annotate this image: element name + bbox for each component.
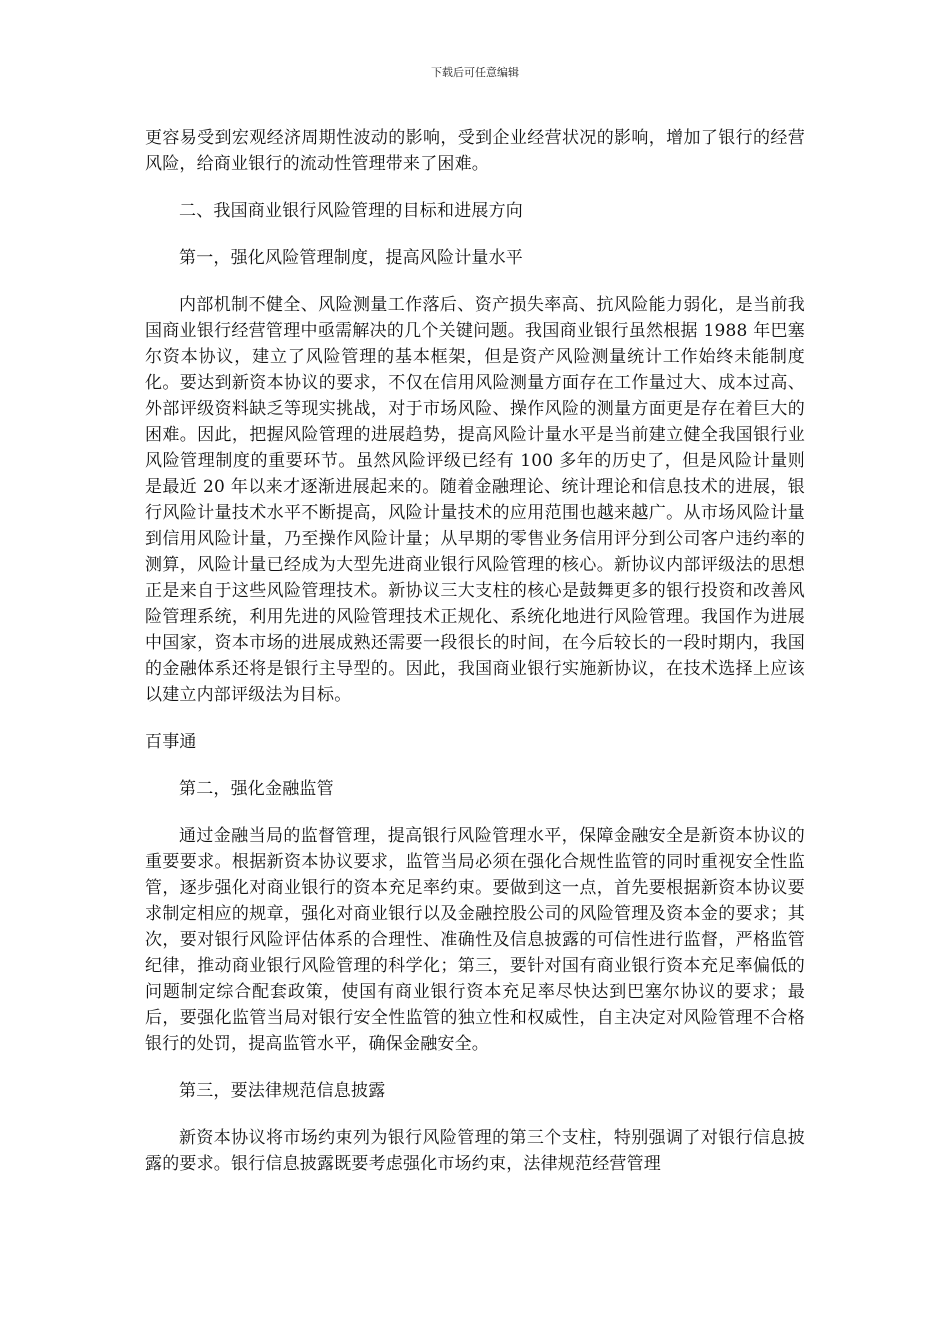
subheading-second: 第二，强化金融监管: [179, 779, 334, 799]
paragraph-baishitong: 百事通: [145, 732, 197, 752]
paragraph-information-disclosure: 新资本协议将市场约束列为银行风险管理的第三个支柱，特别强调了对银行信息披露的要求。银行信息披露既要考虑强化市场约束，法律规范经营管理: [145, 1128, 805, 1174]
paragraph-1: 更容易受到宏观经济周期性波动的影响，受到企业经营状况的影响，增加了银行的经营风险，给商业银行的流动性管理带来了困难。: [145, 128, 805, 174]
paragraph-risk-measurement: 内部机制不健全、风险测量工作落后、资产损失率高、抗风险能力弱化，是当前我国商业银行经营管理中亟需解决的几个关键问题。我国商业银行虽然根据 1988 年巴塞尔资本协议，建立了风险管理的基本框架，但是资产风险测量统计工作始终未能制度化。要达到新资本协议的要求，不仅在信用风险测量方面存在工作量过大、成本过高、外部评级资料缺乏等现实挑战，对于市场风险、操作风险的测量方面更是存在着巨大的困难。因此，把握风险管理的进展趋势，提高风险计量水平是当前建立健全我国银行业风险管理制度的重要环节。虽然风险评级已经有 100 多年的历史了，但是风险计量则是最近 20 年以来才逐渐进展起来的。随着金融理论、统计理论和信息技术的进展，银行风险计量技术水平不断提高，风险计量技术的应用范围也越来越广。从市场风险计量到信用风险计量，乃至操作风险计量；从早期的零售业务信用评分到公司客户违约率的测算，风险计量已经成为大型先进商业银行风险管理的核心。新协议内部评级法的思想正是来自于这些风险管理技术。新协议三大支柱的核心是鼓舞更多的银行投资和改善风险管理系统，利用先进的风险管理技术正规化、系统化地进行风险管理。我国作为进展中国家，资本市场的进展成熟还需要一段很长的时间，在今后较长的一段时期内，我国的金融体系还将是银行主导型的。因此，我国商业银行实施新协议，在技术选择上应该以建立内部评级法为目标。: [145, 295, 805, 705]
subheading-third: 第三，要法律规范信息披露: [179, 1081, 386, 1101]
paragraph-financial-supervision: 通过金融当局的监督管理，提高银行风险管理水平，保障金融安全是新资本协议的重要要求。根据新资本协议要求，监管当局必须在强化合规性监管的同时重视安全性监管，逐步强化对商业银行的资本充足率约束。要做到这一点，首先要根据新资本协议要求制定相应的规章，强化对商业银行以及金融控股公司的风险管理及资本金的要求；其次，要对银行风险评估体系的合理性、准确性及信息披露的可信性进行监督，严格监管纪律，推动商业银行风险管理的科学化；第三，要针对国有商业银行资本充足率偏低的问题制定综合配套政策，使国有商业银行资本充足率尽快达到巴塞尔协议的要求；最后，要强化监管当局对银行安全性监管的独立性和权威性，自主决定对风险管理不合格银行的处罚，提高监管水平，确保金融安全。: [145, 826, 805, 1054]
document-body: [145, 125, 805, 1177]
subheading-first: 第一，强化风险管理制度，提高风险计量水平: [179, 248, 523, 268]
section-heading-2: 二、我国商业银行风险管理的目标和进展方向: [179, 201, 523, 221]
page-header-note: 下载后可任意编辑: [431, 66, 519, 79]
